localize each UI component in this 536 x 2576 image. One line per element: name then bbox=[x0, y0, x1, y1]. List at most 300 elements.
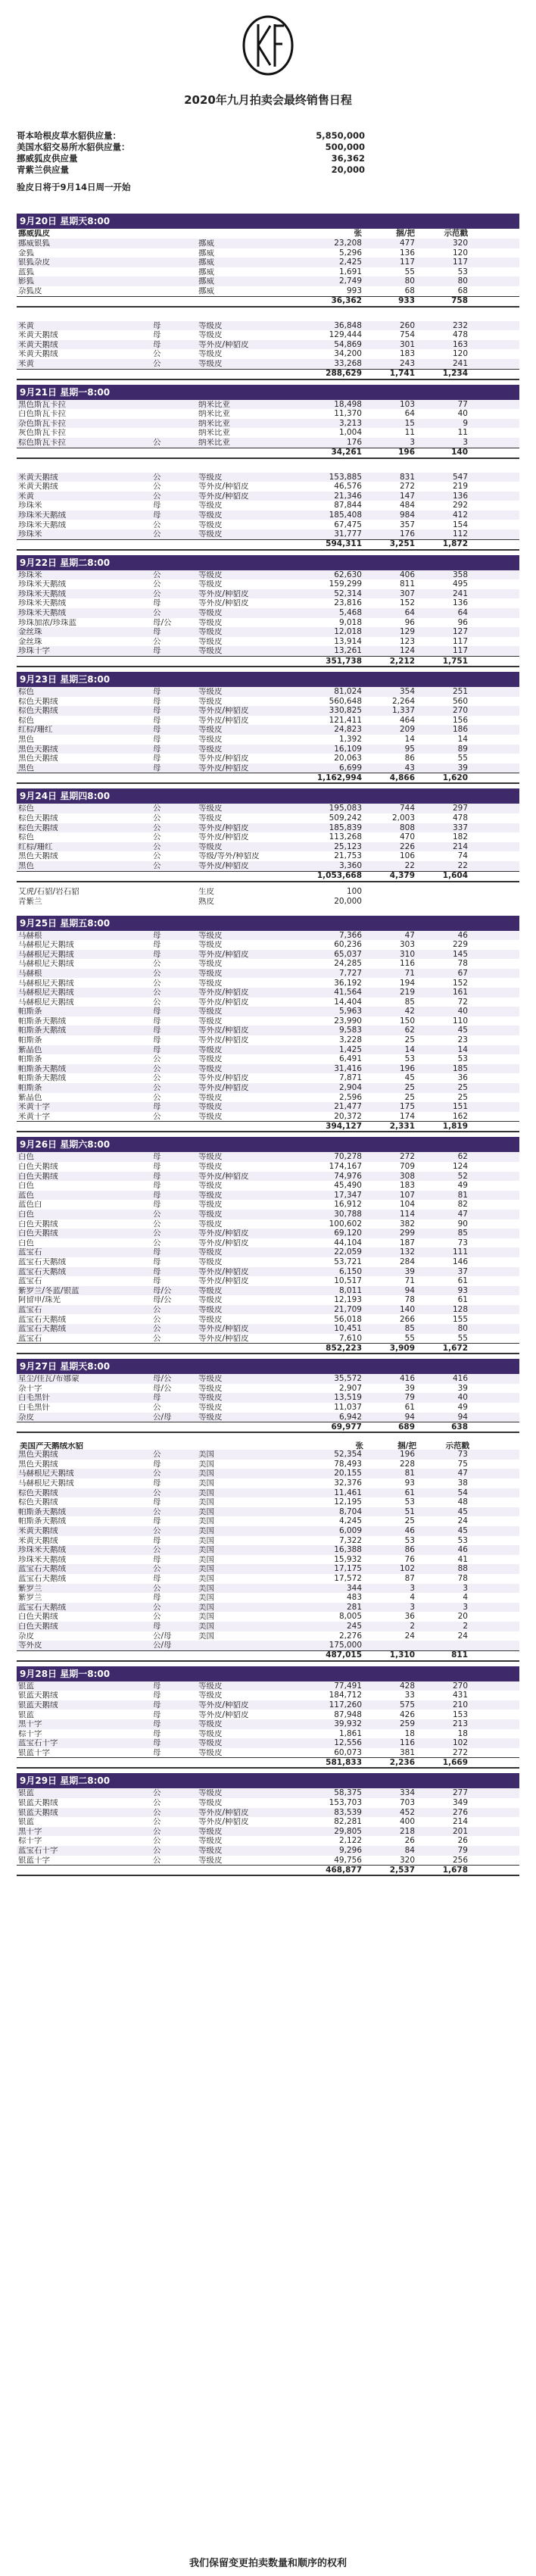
table-row bbox=[17, 1808, 519, 1818]
bundle-count: 218 bbox=[399, 1826, 415, 1836]
grade: 熟皮 bbox=[198, 897, 214, 906]
lot-count: 182 bbox=[452, 832, 468, 842]
grade: 美国 bbox=[198, 1613, 214, 1621]
bundle-count: 284 bbox=[399, 1257, 415, 1266]
lot-count: 85 bbox=[457, 1229, 468, 1238]
total-lots: 811 bbox=[451, 1650, 468, 1660]
bundle-count: 129 bbox=[399, 627, 415, 637]
sex: 公 bbox=[153, 1602, 161, 1612]
grade: 等外皮/种貂皮 bbox=[198, 1818, 249, 1826]
block-subtitle: 挪威狐皮 bbox=[18, 229, 50, 238]
table-row bbox=[17, 1622, 519, 1631]
skin-count: 13,914 bbox=[334, 636, 362, 646]
item-name: 黑色 bbox=[18, 861, 34, 870]
grade: 等外皮/种貂皮 bbox=[198, 1172, 249, 1181]
total-lots: 1,672 bbox=[442, 1344, 468, 1353]
total-bundles: 2,331 bbox=[389, 1122, 415, 1132]
skin-count: 4,245 bbox=[338, 1516, 362, 1526]
table-row bbox=[17, 950, 519, 960]
supply-row bbox=[17, 153, 365, 164]
total-count: 36,362 bbox=[331, 296, 362, 306]
lot-count: 153 bbox=[452, 1710, 468, 1719]
bundle-count: 71 bbox=[404, 1276, 415, 1286]
total-count: 1,053,668 bbox=[316, 871, 362, 881]
sex: 公 bbox=[153, 997, 161, 1007]
total-row bbox=[17, 1757, 519, 1769]
grade: 等级皮 bbox=[198, 1384, 223, 1393]
sex: 公 bbox=[153, 1469, 161, 1478]
table-row bbox=[17, 608, 519, 618]
table-row bbox=[17, 725, 519, 735]
bundle-count: 831 bbox=[399, 472, 415, 482]
skin-count: 100,602 bbox=[329, 1219, 362, 1229]
section-header: 9月27日 星期天8:00 bbox=[17, 1359, 519, 1374]
sex: 公 bbox=[153, 636, 161, 646]
lot-count: 14 bbox=[457, 735, 468, 745]
item-name: 蓝宝石天鹅绒 bbox=[18, 1257, 66, 1266]
grade: 美国 bbox=[198, 1488, 214, 1497]
table-row bbox=[17, 931, 519, 941]
skin-count: 44,104 bbox=[334, 1238, 362, 1247]
grade: 等级皮 bbox=[198, 1394, 223, 1402]
lot-count: 152 bbox=[452, 978, 468, 988]
total-lots: 140 bbox=[451, 448, 468, 457]
lot-count: 68 bbox=[457, 286, 468, 296]
bundle-count: 39 bbox=[404, 1383, 415, 1393]
bundle-count: 334 bbox=[399, 1788, 415, 1798]
bundle-count: 15 bbox=[404, 418, 415, 428]
sex: 母 bbox=[153, 1747, 161, 1757]
skin-count: 56,018 bbox=[334, 1314, 362, 1324]
item-name: 马赫根尼天鹅绒 bbox=[18, 988, 74, 997]
item-name: 帕斯条 bbox=[18, 1036, 42, 1044]
lot-count: 270 bbox=[452, 706, 468, 716]
skin-count: 13,519 bbox=[334, 1393, 362, 1403]
item-name: 黑色天鹅绒 bbox=[18, 1460, 58, 1469]
table-row bbox=[17, 1026, 519, 1035]
total-lots: 758 bbox=[451, 296, 468, 306]
total-lots: 1,751 bbox=[442, 656, 468, 666]
lot-count: 79 bbox=[457, 1846, 468, 1856]
table-row bbox=[17, 1612, 519, 1622]
skin-count: 7,727 bbox=[338, 968, 362, 978]
bundle-count: 354 bbox=[399, 687, 415, 697]
total-bundles: 2,236 bbox=[389, 1758, 415, 1768]
skin-count: 483 bbox=[346, 1593, 362, 1603]
item-name: 帕斯条 bbox=[18, 1084, 42, 1092]
table-row bbox=[17, 1016, 519, 1026]
grade: 挪威 bbox=[198, 258, 214, 267]
grade: 等级皮 bbox=[198, 1296, 223, 1304]
grade: 等级皮 bbox=[198, 1739, 223, 1747]
grade: 等级皮 bbox=[198, 628, 223, 636]
sex: 公 bbox=[153, 1229, 161, 1238]
skin-count: 52,314 bbox=[334, 589, 362, 598]
bundle-count: 484 bbox=[399, 501, 415, 511]
sex: 母 bbox=[153, 1719, 161, 1729]
grade: 等级皮 bbox=[198, 1315, 223, 1324]
sex: 母 bbox=[153, 1026, 161, 1035]
item-name: 珍珠米 bbox=[18, 530, 42, 539]
bundle-count: 42 bbox=[404, 1007, 415, 1016]
table-row bbox=[17, 1507, 519, 1517]
grade: 等级皮 bbox=[198, 941, 223, 949]
grade: 美国 bbox=[198, 1460, 214, 1469]
item-name: 蓝宝石天鹅绒 bbox=[18, 1267, 66, 1276]
table-row bbox=[17, 1836, 519, 1846]
item-name: 黑色斯瓦卡拉 bbox=[18, 400, 66, 409]
table-row bbox=[17, 579, 519, 589]
skin-count: 8,011 bbox=[338, 1285, 362, 1295]
lot-count: 18 bbox=[457, 1728, 468, 1738]
sex: 公 bbox=[153, 482, 161, 492]
sex: 公 bbox=[153, 1209, 161, 1219]
table-row bbox=[17, 1112, 519, 1122]
sex: 公 bbox=[153, 1054, 161, 1064]
item-name: 蓝宝石天鹅绒 bbox=[18, 1565, 66, 1573]
grade: 纳米比亚 bbox=[198, 410, 230, 418]
item-name: 马赫根尼天鹅绒 bbox=[18, 998, 74, 1007]
item-name: 银蓝天鹅绒 bbox=[18, 1700, 58, 1710]
item-name: 金狐 bbox=[18, 248, 34, 258]
grade: 等级皮 bbox=[198, 1789, 223, 1797]
sex: 母 bbox=[153, 1554, 161, 1564]
sex: 母 bbox=[153, 1200, 161, 1210]
sex: 母 bbox=[153, 706, 161, 716]
lot-count: 26 bbox=[457, 1836, 468, 1846]
lot-count: 24 bbox=[457, 1516, 468, 1526]
item-name: 蓝宝石天鹅绒 bbox=[18, 1325, 66, 1333]
skin-count: 10,451 bbox=[334, 1324, 362, 1334]
table-row bbox=[17, 286, 519, 296]
sex: 母 bbox=[153, 1190, 161, 1200]
item-name: 米黄十字 bbox=[18, 1112, 50, 1121]
skin-count: 176 bbox=[346, 437, 362, 447]
skin-count: 5,296 bbox=[338, 248, 362, 258]
sex: 公/母 bbox=[153, 1641, 172, 1650]
lot-count: 52 bbox=[457, 1171, 468, 1181]
table-row bbox=[17, 589, 519, 599]
grade: 等级皮 bbox=[198, 501, 223, 510]
skin-count: 20,372 bbox=[334, 1111, 362, 1121]
total-lots: 1,620 bbox=[442, 773, 468, 783]
total-bundles: 4,379 bbox=[389, 871, 415, 881]
lot-count: 73 bbox=[457, 1238, 468, 1247]
lot-count: 62 bbox=[457, 1152, 468, 1162]
skin-count: 3,228 bbox=[338, 1035, 362, 1045]
total-bundles: 1,741 bbox=[389, 369, 415, 379]
lot-count: 55 bbox=[457, 1333, 468, 1343]
item-name: 珍珠米天鹅绒 bbox=[18, 1546, 66, 1554]
item-name: 蓝宝石 bbox=[18, 1334, 42, 1343]
lot-count: 23 bbox=[457, 1035, 468, 1045]
table-row bbox=[17, 239, 519, 248]
table-row bbox=[17, 978, 519, 988]
grade: 挪威 bbox=[198, 248, 214, 258]
lot-count: 201 bbox=[452, 1826, 468, 1836]
skin-count: 121,411 bbox=[329, 715, 362, 725]
skin-count: 1,425 bbox=[338, 1044, 362, 1054]
bundle-count: 150 bbox=[399, 1016, 415, 1026]
grade: 美国 bbox=[198, 1584, 214, 1593]
sex: 公 bbox=[153, 1612, 161, 1622]
table-row bbox=[17, 1817, 519, 1827]
section-header: 9月29日 星期二8:00 bbox=[17, 1773, 519, 1788]
lot-count: 146 bbox=[452, 1257, 468, 1266]
table-row bbox=[17, 520, 519, 529]
grade: 等外皮/种貂皮 bbox=[198, 340, 249, 349]
item-name: 灰色斯瓦卡拉 bbox=[18, 429, 66, 437]
skin-count: 7,871 bbox=[338, 1073, 362, 1083]
table-row bbox=[17, 1083, 519, 1093]
grade: 等外皮/种貂皮 bbox=[198, 988, 249, 997]
grade: 等外皮/种貂皮 bbox=[198, 1026, 249, 1035]
lot-count: 81 bbox=[457, 1190, 468, 1200]
total-lots: 1,678 bbox=[442, 1865, 468, 1875]
skin-count: 23,816 bbox=[334, 598, 362, 608]
supply-row bbox=[17, 142, 365, 153]
bundle-count: 228 bbox=[399, 1459, 415, 1469]
grade: 挪威 bbox=[198, 239, 214, 248]
bundle-count: 400 bbox=[399, 1817, 415, 1827]
table-row bbox=[17, 1045, 519, 1055]
table-row bbox=[17, 998, 519, 1007]
table-row bbox=[17, 627, 519, 637]
lot-count: 120 bbox=[452, 248, 468, 258]
grade: 等外皮/种貂皮 bbox=[198, 482, 249, 491]
lot-count: 40 bbox=[457, 1393, 468, 1403]
table-row bbox=[17, 1162, 519, 1172]
grade: 等外皮/种貂皮 bbox=[198, 492, 249, 501]
grade: 等级皮 bbox=[198, 726, 223, 734]
sex: 母 bbox=[153, 1535, 161, 1545]
skin-count: 21,709 bbox=[334, 1304, 362, 1314]
bundle-count: 76 bbox=[404, 1554, 415, 1564]
bundle-count: 310 bbox=[399, 949, 415, 959]
item-name: 银蓝十字 bbox=[18, 1748, 50, 1757]
sex: 公 bbox=[153, 579, 161, 589]
lot-count: 154 bbox=[452, 520, 468, 529]
lot-count: 75 bbox=[457, 1459, 468, 1469]
item-name: 杂十字 bbox=[18, 1384, 42, 1393]
table-row bbox=[17, 1719, 519, 1729]
lot-count: 54 bbox=[457, 1488, 468, 1497]
item-name: 金丝珠 bbox=[18, 637, 42, 646]
table-row bbox=[17, 1314, 519, 1324]
total-row bbox=[17, 871, 519, 882]
schedule-section bbox=[17, 555, 519, 667]
bundle-count: 71 bbox=[404, 968, 415, 978]
sex: 母 bbox=[153, 725, 161, 735]
lot-count: 11 bbox=[457, 428, 468, 438]
table-row bbox=[17, 1093, 519, 1103]
sex: 母 bbox=[153, 735, 161, 745]
grade: 等外皮/种貂皮 bbox=[198, 833, 249, 841]
sex: 母 bbox=[153, 696, 161, 706]
item-name: 帕斯条天鹅绒 bbox=[18, 1507, 66, 1516]
sex: 母 bbox=[153, 646, 161, 656]
bundle-count: 33 bbox=[404, 1691, 415, 1700]
column-header bbox=[17, 1438, 519, 1450]
skin-count: 34,200 bbox=[334, 349, 362, 359]
skin-count: 78,493 bbox=[334, 1459, 362, 1469]
total-count: 288,629 bbox=[326, 369, 362, 379]
table-row bbox=[17, 1700, 519, 1710]
total-count: 594,311 bbox=[326, 539, 362, 549]
grade: 等级皮 bbox=[198, 350, 223, 358]
sex: 母 bbox=[153, 330, 161, 340]
table-row bbox=[17, 1574, 519, 1584]
skin-count: 2,276 bbox=[338, 1631, 362, 1641]
lot-count: 163 bbox=[452, 339, 468, 349]
grade: 等级皮 bbox=[198, 1375, 223, 1383]
table-row bbox=[17, 1536, 519, 1546]
item-name: 红棕/珊红 bbox=[18, 842, 53, 851]
lot-count: 277 bbox=[452, 1788, 468, 1798]
lot-count: 72 bbox=[457, 997, 468, 1007]
skin-count: 245 bbox=[346, 1621, 362, 1631]
supply-value: 500,000 bbox=[325, 141, 365, 152]
lot-count: 40 bbox=[457, 1007, 468, 1016]
bundle-count: 187 bbox=[399, 1238, 415, 1247]
item-name: 棕色天鹅绒 bbox=[18, 1488, 58, 1497]
table-row bbox=[17, 1181, 519, 1191]
skin-count: 22,059 bbox=[334, 1247, 362, 1257]
lot-count: 337 bbox=[452, 823, 468, 832]
skin-count: 100 bbox=[346, 886, 362, 896]
table-row bbox=[17, 1788, 519, 1798]
total-bundles: 689 bbox=[398, 1422, 415, 1432]
grade: 等级皮 bbox=[198, 1093, 223, 1102]
table-row bbox=[17, 1191, 519, 1201]
lot-count: 39 bbox=[457, 763, 468, 773]
lot-count: 127 bbox=[452, 627, 468, 637]
sex: 公 bbox=[153, 804, 161, 813]
item-name: 珍珠米天鹅绒 bbox=[18, 520, 66, 529]
grade: 等级皮 bbox=[198, 804, 223, 813]
bundle-count: 18 bbox=[404, 1728, 415, 1738]
skin-count: 1,691 bbox=[338, 267, 362, 276]
sex: 公 bbox=[153, 1826, 161, 1836]
table-row bbox=[17, 1276, 519, 1286]
skin-count: 6,009 bbox=[338, 1526, 362, 1536]
grade: 等外皮/种貂皮 bbox=[198, 1277, 249, 1285]
table-row bbox=[17, 1497, 519, 1507]
skin-count: 46,576 bbox=[334, 482, 362, 492]
bundle-count: 464 bbox=[399, 715, 415, 725]
skin-count: 6,491 bbox=[338, 1054, 362, 1064]
total-row bbox=[17, 1650, 519, 1662]
table-row bbox=[17, 511, 519, 520]
grade: 等级皮 bbox=[198, 1219, 223, 1229]
lot-count: 67 bbox=[457, 968, 468, 978]
lot-count: 47 bbox=[457, 1469, 468, 1478]
lot-count: 96 bbox=[457, 617, 468, 627]
grade: 纳米比亚 bbox=[198, 438, 230, 447]
bundle-count: 382 bbox=[399, 1219, 415, 1229]
grade: 等外皮/种貂皮 bbox=[198, 1325, 249, 1333]
total-count: 852,223 bbox=[326, 1344, 362, 1353]
supply-label: 美国水貂交易所水貂供应量： bbox=[17, 141, 130, 152]
skin-count: 45,490 bbox=[334, 1181, 362, 1191]
table-row bbox=[17, 1172, 519, 1182]
item-name: 帕斯条天鹅绒 bbox=[18, 1517, 66, 1525]
bundle-count: 3 bbox=[410, 1583, 415, 1593]
grade: 美国 bbox=[198, 1574, 214, 1583]
skin-count: 52,354 bbox=[334, 1450, 362, 1460]
bundle-count: 357 bbox=[399, 520, 415, 529]
item-name: 珍珠米天鹅绒 bbox=[18, 609, 66, 617]
item-name: 黑色天鹅绒 bbox=[18, 754, 58, 763]
sex: 公 bbox=[153, 860, 161, 870]
total-lots: 1,669 bbox=[442, 1758, 468, 1768]
skin-count: 65,037 bbox=[334, 949, 362, 959]
item-name: 白毛黑针 bbox=[18, 1394, 50, 1402]
item-name: 棕色天鹅绒 bbox=[18, 813, 58, 823]
grade: 等外皮/种貂皮 bbox=[198, 1084, 249, 1092]
col-count-label: 张 bbox=[355, 1441, 363, 1450]
schedule-section bbox=[17, 788, 519, 915]
table-row bbox=[17, 1564, 519, 1574]
grade: 等级皮 bbox=[198, 331, 223, 339]
skin-count: 33,268 bbox=[334, 358, 362, 368]
grade: 等级皮 bbox=[198, 688, 223, 696]
bundle-count: 2 bbox=[410, 1621, 415, 1631]
lot-count: 38 bbox=[457, 1478, 468, 1488]
table-row bbox=[17, 1238, 519, 1248]
sex: 母 bbox=[153, 1700, 161, 1710]
grade: 等级皮 bbox=[198, 1191, 223, 1200]
skin-count: 10,517 bbox=[334, 1276, 362, 1286]
col-bundles-label: 捆/把 bbox=[396, 229, 415, 239]
bundle-count: 196 bbox=[399, 1063, 415, 1073]
item-name: 白色天鹅绒 bbox=[18, 1163, 58, 1171]
sex: 母 bbox=[153, 1257, 161, 1266]
skin-count: 36,848 bbox=[334, 320, 362, 330]
skin-count: 67,475 bbox=[334, 520, 362, 529]
bundle-count: 104 bbox=[399, 1200, 415, 1210]
table-row bbox=[17, 1450, 519, 1460]
table-row bbox=[17, 1478, 519, 1488]
skin-count: 2,596 bbox=[338, 1092, 362, 1102]
lot-count: 3 bbox=[463, 1583, 468, 1593]
lot-count: 495 bbox=[452, 579, 468, 589]
lot-count: 136 bbox=[452, 598, 468, 608]
lot-count: 292 bbox=[452, 501, 468, 511]
bundle-count: 174 bbox=[399, 1111, 415, 1121]
total-count: 581,833 bbox=[326, 1758, 362, 1768]
table-row bbox=[17, 1827, 519, 1837]
grade: 美国 bbox=[198, 1603, 214, 1612]
lot-count: 49 bbox=[457, 1403, 468, 1413]
item-name: 紫罗兰 bbox=[18, 1584, 42, 1593]
sex: 母 bbox=[153, 1162, 161, 1172]
skin-count: 281 bbox=[346, 1602, 362, 1612]
column-header bbox=[17, 229, 519, 239]
bundle-count: 61 bbox=[404, 1488, 415, 1497]
bundle-count: 117 bbox=[399, 258, 415, 267]
skin-count: 2,749 bbox=[338, 276, 362, 286]
skin-count: 195,083 bbox=[329, 804, 362, 813]
table-row bbox=[17, 1219, 519, 1229]
item-name: 银蓝 bbox=[18, 1710, 34, 1719]
skin-count: 6,699 bbox=[338, 763, 362, 773]
grade: 等外皮/种貂皮 bbox=[198, 1229, 249, 1238]
grade: 等级皮 bbox=[198, 321, 223, 330]
item-name: 黑色天鹅绒 bbox=[18, 745, 58, 754]
lot-count: 229 bbox=[452, 940, 468, 950]
table-row bbox=[17, 1603, 519, 1613]
